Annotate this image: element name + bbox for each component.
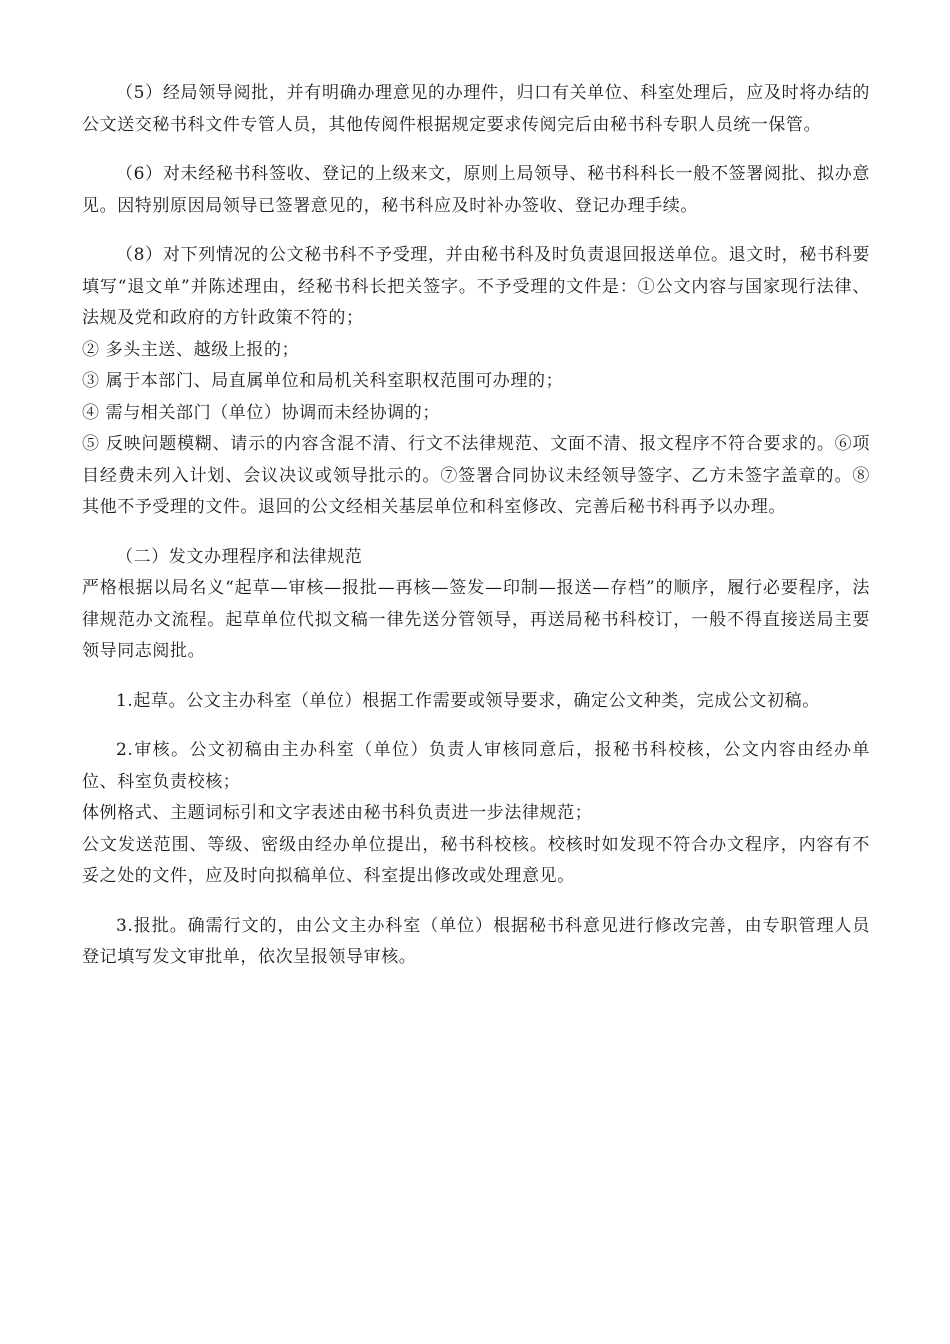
paragraph-step-1: 1.起草。公文主办科室（单位）根据工作需要或领导要求，确定公文种类，完成公文初稿。 [116,690,820,711]
paragraph-step-3: 3.报批。确需行文的，由公文主办科室（单位）根据秘书科意见进行修改完善，由专职管理人员登记填写发文审批单，依次呈报领导审核。 [82,915,870,967]
list-item-5: ⑤ 反映问题模糊、请示的内容含混不清、行文不法律规范、文面不清、报文程序不符合要求的。⑥项目经费未列入计划、会议决议或领导批示的。⑦签署合同协议未经领导签字、乙方未签字盖章的。⑧其他不予受理的文件。退回的公文经相关基层单位和科室修改、完善后秘书科再予以办理。 [82,434,870,517]
list-item-4: ④ 需与相关部门（单位）协调而未经协调的； [82,402,441,423]
list-item-2: ② 多头主送、越级上报的； [82,339,300,360]
paragraph-item-8: （8）对下列情况的公文秘书科不予受理，并由秘书科及时负责退回报送单位。退文时，秘书科要填写“退文单”并陈述理由，经秘书科长把关签字。不予受理的文件是：①公文内容与国家现行法律、法规及党和政府的方针政策不符的； [82,245,870,328]
paragraph-step-2: 2.审核。公文初稿由主办科室（单位）负责人审核同意后，报秘书科校核，公文内容由经办单位、科室负责校核； [82,740,870,792]
list-item-3: ③ 属于本部门、局直属单位和局机关科室职权范围可办理的； [82,371,564,391]
paragraph-step-2-scope: 公文发送范围、等级、密级由经办单位提出，秘书科校核。校核时如发现不符合办文程序，内容有不妥之处的文件，应及时向拟稿单位、科室提出修改或处理意见。 [82,834,870,886]
paragraph-item-6: （6）对未经秘书科签收、登记的上级来文，原则上局领导、秘书科科长一般不签署阅批、拟办意见。因特别原因局领导已签署意见的，秘书科应及时补办签收、登记办理手续。 [82,164,870,216]
paragraph-step-2-format: 体例格式、主题词标引和文字表述由秘书科负责进一步法律规范； [82,803,593,823]
document-body [82,78,870,974]
paragraph-procedure-order: 严格根据以局名义“起草—审核—报批—再核—签发—印制—报送—存档”的顺序，履行必要程序，法律规范办文流程。起草单位代拟文稿一律先送分管领导，再送局秘书科校订，一般不得直接送局主要领导同志阅批。 [82,578,870,661]
section-heading-2: （二）发文办理程序和法律规范 [116,546,363,567]
paragraph-item-5: （5）经局领导阅批，并有明确办理意见的办理件，归口有关单位、科室处理后，应及时将办结的公文送交秘书科文件专管人员，其他传阅件根据规定要求传阅完后由秘书科专职人员统一保管。 [82,83,870,135]
